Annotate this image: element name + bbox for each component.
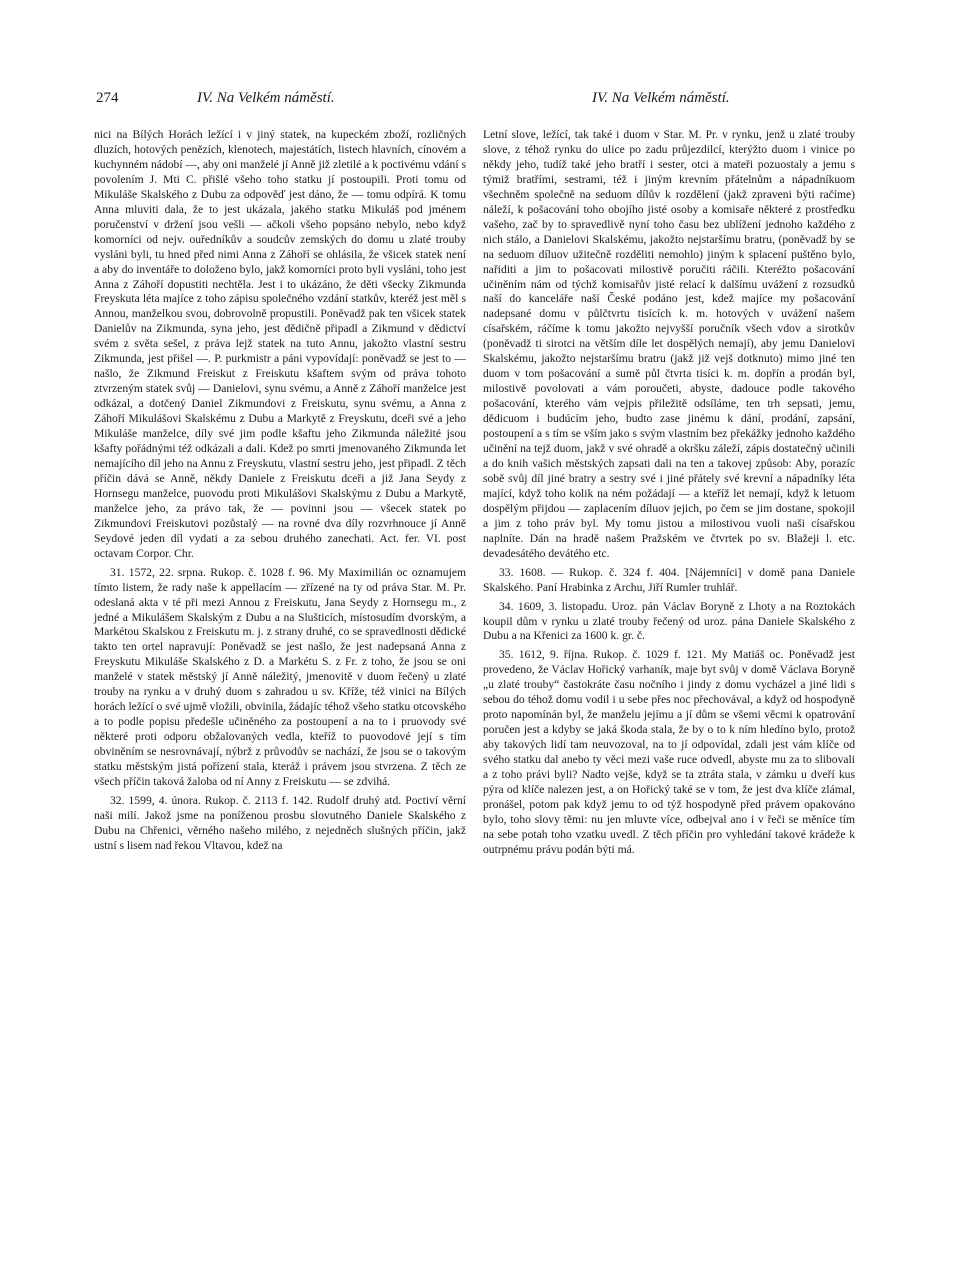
page-number: 274 [96,90,119,106]
paragraph: 35. 1612, 9. října. Rukop. č. 1029 f. 121. My Matiáš oc. Poněvadž jest provedeno, že Václav Hořický varhaník, maje byt svůj v domě Václava Boryně „u zlaté trouby“ častokráte času nočního i jindy z domu vycházel a jiné lidi s sebou do téhož domu vodil i u sebe přes noc přechovával, a když od hospodyně proto napomínán byl, že manželu jejímu a jí dům se všemi věcmi k opatrování poručen jest a kdyby se jaká škoda stala, že by o to k ním hledíno bylo, protož aby takových lidí tam neuvozoval, na to jí odpovídal, zdali jest vám klíče od svého statku dal anebo ty věci mezi vaše ruce odvedl, abyste mu za to slibovali a z toho právi byli? Nadto vejše, když se ta ztráta stala, v zámku u dveří kus pýra od klíče nalezen jest, a on Hořický také se v tom, že jest dva klíče zlámal, pronášel, potom pak když jemu to od týž hospodyně před právem opakováno bylo, toho slovy těmi: nu jen mluvte více, odbejval ano i v řeči se měníce tím na sebe potah toho vzatku uvedl. Z těch příčin pro vyhledání takové krádeže k outrpnému právu podán býti má. [483,648,855,856]
running-title-right: IV. Na Velkém náměstí. [592,90,730,106]
paragraph: Letní slove, ležící, tak také i duom v Star. M. Pr. v rynku, jenž u zlaté trouby slove, z téhož rynku do ulice po zadu průjezdilcí, kterýžto duom i vinice po někdy jeho, tudíž také jeho bratří i sester, otci a mateři pozuostaly a jemu s týmiž bratřími, sestrami, též i jiným krevním přátelnům a nápadníkuom všechněm společně na seduom dílův k rozdělení (jakž zpraveni býti račíme) náleží, k pošacování toho obojího jisté osoby a komisaře některé z prostředku vašeho, zač by to spravedlivě nyní toho času bez ublížení jednoho každého z nich stálo, a Danielovi Skalskému, jakožto nejstaršímu bratru, (poněvadž by se na seduom díluov užitečně rozděliti nemohlo) jiným k splacení puštěno bylo, nařiditi a jim to pošacovati milostivě poručiti ráčili. Kteréžto pošacování učiněním nám od týchž komisařův jisté relací k dalšímu uvážení z rozsudků naší do kanceláře naší České podáno jest, kdež majíce my pošacování nadepsané domu v půlčtvrtu tisících k. m. hotových v uvážení našem císařském, ráčíme k tomu jakožto nejvyšší poručník všech vdov a sirotkův (poněvadž ti sirotci na větším díle let dospělých nemají), aby jemu Danielovi Skalskému, jakožto nejstaršímu bratru (jakž již vejš dotknuto) mimo jiné ten duom v tom pošacování a sumě půl čtvrta tisíci k. m. dopřín a prodán byl, milostivě povolovati a vám poroučeti, abyste, dadouce podle takového pošacování, kterého vám vejpis přiležitě odsíláme, ten trh sepsati, jemu, dědicuom i budúcím jeho, budto zase jinému k dání, prodání, zapsání, postoupení a s tím se vším jako s svým vlastním bez překážky jednoho každého učinění na tejž duom, jakž v své ohradě a okršku záleží, zápis dostatečný učinili a do knih vašich městských zapsati dali na ten a takovej způsob: Aby, porazíc sobě svůj díl jiné bratry a sestry své i jiné přátely své krevní a nápadníky léta mající, když toho kolik na ném požádají — a kteříž let nemají, když k letuom dospělým přijdou — zaplacením díluov jejich, po čem se jim dostane, spokojil a jim z toho práv byl. My tomu jistou a milostivou vuoli naši císařskou naplníte. Dán na hradě našem Pražském ve čtvrtek po sv. Blažeji l. etc. devadesátého devátého etc. [483,128,855,560]
running-header [92,90,868,112]
paragraph: 32. 1599, 4. února. Rukop. č. 2113 f. 142. Rudolf druhý atd. Poctiví věrní naši milí. Jakož jsme na poníženou prosbu slovutného Daniele Skalského z Dubu na Chřenici, věrného našeho milého, z nejedněch slušných příčin, jakž ustní s lisem nad řekou Vltavou, kdež na [94,793,466,852]
running-title-left: IV. Na Velkém náměstí. [197,90,335,106]
paragraph: nici na Bílých Horách ležící i v jiný statek, na kupeckém zboží, rozličných dluzích, hotových penězích, klenotech, majestátích, listech hlavních, cínovém a kuchynném nádobí —, aby oni manželé jí Anně již zletilé a k poctivému vdání s povolením J. Mti C. přišlé všeho toho statku jí postoupili. Proti tomu od Mikuláše Skalského z Dubu za odpověď jest dáno, že — tomu odpírá. K tomu Anna mluviti dala, že to jest ukázala, jakého statku Mikuláš pod jménem poručenství v držení jsou vešli — ačkoli všeho popsáno nebylo, nebo když komorníci od nejv. ouředníkův a soudcův zemských do domu u zlaté trouby vysláni byli, tu hned před nimi Anna z Záhoří se ohlásila, že všicek statek není a aby do inventáře to doloženo bylo, jakž komorníci proto byli vysláni, toho jest Anna z Záhoří dopustiti nechtěla. Jest i to ukázáno, že děti všecky Zikmunda Freyskuta léta majíce z toho zápisu společného vzdání statkův, kteréž jest měl s Annou, manželkou svou, dobrovolně propustili. Poněvadž pak ten všicek statek Danielův na Zikmunda, syna jeho, jest dědičně připadl a Zikmund v dědictví svém z světa sešel, z práva lejž statek na tuto Annu, jakožto vlastní sestru Zikmunda, jest přišel —. P. purkmistr a páni vypovídají: poněvadž se jest to — našlo, že Zikmund Freiskut z Freiskutu kšaftem svým od práva tohoto ztvrzeným statek svůj — Danielovi, synu svému, a Anně z Záhoří manželce jest odkázal, a dotčený Daniel Zikmundovi z Freiskutu, synu svému, a Anna z Záhoří Mikulášovi Skalskému z Dubu a Markytě z Freyskutu, dceři své a jeho Mikuláše manželce, díly své jim podle kšaftu jeho Zikmunda náležité jsou kšafty pořádnými též odkázali a dali. Kdež po smrti jmenovaného Zikmunda let nemajícího díl jeho na Annu z Freyskutu, vlastní sestru jeho, jest připadl. Z těch příčin dává se Anně, někdy Daniele z Freiskutu dceři a již Jana Seydy z Hornsegu manželce, puovodu proti Mikulášovi Skalskýmu z Dubu a Markytě, manželce jeho, za právo tak, že — povinni jsou — všecek statek po Zikmundovi Freiskutovi pozůstalý — na rovné dva díly rozvrhnouce jí Anně Seydové jeden díl vydati a za sebou druhého zanechati. Act. fer. VI. post octavam Corpor. Chr. [94,128,466,560]
paragraph: 34. 1609, 3. listopadu. Uroz. pán Václav Boryně z Lhoty a na Roztokách koupil dům v rynku u zlaté trouby řečený od uroz. pána Daniele Skalského z Dubu a na Křenici za 1600 k. gr. č. [483,599,855,643]
right-column [483,128,855,858]
paragraph: 33. 1608. — Rukop. č. 324 f. 404. [Nájemníci] v domě pana Daniele Skalského. Paní Hrabinka z Archu, Jiří Rumler truhlář. [483,565,855,594]
paragraph: 31. 1572, 22. srpna. Rukop. č. 1028 f. 96. My Maximilián oc oznamujem tímto listem, že rady naše k appellacím — zřízené na ty od práva Star. M. Pr. odeslaná akta v té při mezi Annou z Freiskutu, Jana Seydy z Hornsegu m., z jedné a Mikulášem Skalským z Dubu a na Slušticích, místosudím dvorským, a Markétou Skalskou z Freiskutu m. j. z strany druhé, co se spravedlnosti dědické takto ten ortel napravují: Poněvadž se jest našlo, že jest nadepsaná Anna z Freyskutu Mikuláše Skalského z D. a Markétu S. z Fr. z toho, že jsou se oni manželé v statek městský jí Anně náležitý, jmenovitě v duom řečený u zlaté trouby na rynku a v druhý duom s zahradou u sv. Kříže, též vinici na Bílých horách ležící o své ujmě vložili, obvinila, žádajíc téhož všeho statku otcovského a to podle popisu předešle učiněného za postoupení a na to i pruovody své některé proti odporu obžalovaných vedla, kteříž to puovodové její s tím obviněním se nesrovnávají, nýbrž z průvodův se nachází, že jsou se o takovým statku městským jistá pořízení stala, kteráž i právem jsou stvrzena. Z těch ze všech příčin taková žaloba od ní Anny z Freiskutu — se zdvihá. [94,565,466,788]
left-column [94,128,466,854]
